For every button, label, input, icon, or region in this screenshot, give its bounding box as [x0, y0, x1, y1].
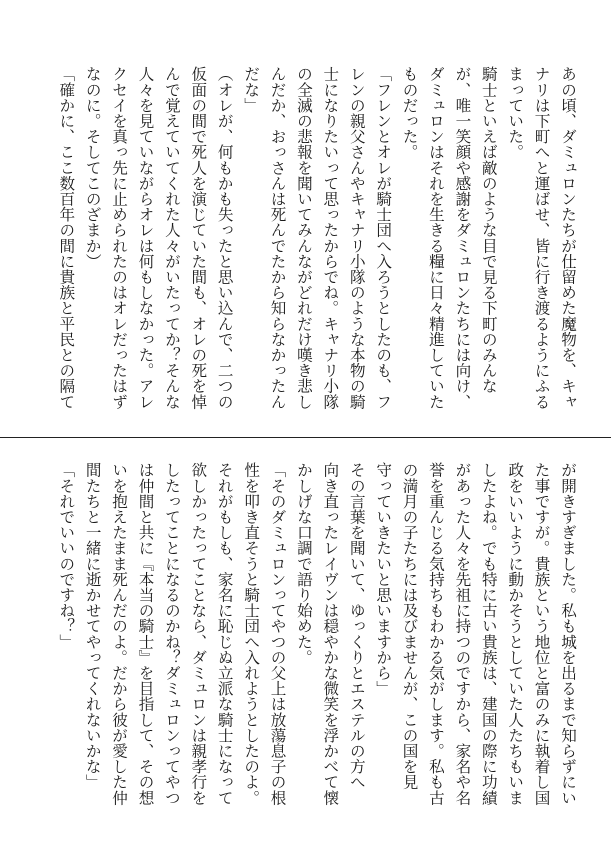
text-line: 守っていきたいと思いますから」	[374, 462, 393, 696]
text-line: ナリは下町へと運ばせ、皆に行き渡るようにふる	[532, 66, 551, 410]
text-line: かしげな口調で語り始めた。	[294, 462, 313, 665]
text-line: その言葉を聞いて、ゆっくりとエステルの方へ	[347, 462, 366, 790]
section-divider	[0, 437, 611, 438]
text-line: 欲しかったってことなら、ダミュロンは親孝行を	[189, 462, 208, 806]
text-line: が開きすぎました。私も城を出るまで知らずにい	[559, 462, 577, 806]
text-line: の全滅の悲報を聞いてみんながどれだけ嘆き悲し	[294, 66, 313, 410]
text-line: 性を叩き直そうと騎士団へ入れようとしたのよ。	[242, 462, 261, 806]
text-line: 「フレンとオレが騎士団へ入ろうとしたのも、フ	[374, 66, 393, 410]
text-line: は仲間と共に『本当の騎士』を目指して、その想	[136, 462, 155, 806]
text-line: ダミュロンはそれを生きる糧に日々精進していた	[426, 66, 445, 410]
text-line: 仮面の間で死人を演じていた間も、オレの死を悼	[189, 66, 208, 410]
text-line: 「それでいいのですね？」	[57, 462, 76, 650]
text-line: したってことになるのかね？ダミュロンってやつ	[162, 462, 181, 806]
text-line: まっていた。	[506, 66, 525, 160]
text-line: したよね。でも特に古い貴族は、建国の際に功績	[479, 462, 498, 806]
text-line: 政をいいように動かそうとしていた人たちもいま	[506, 462, 525, 806]
text-line: クセイを真っ先に止められたのはオレだったはず	[110, 66, 129, 410]
bottom-text-section	[53, 462, 581, 814]
text-line: 騎士といえば敵のような目で見る下町のみんな	[479, 66, 498, 394]
text-line: 間たちと一緒に逝かせてやってくれないかな」	[83, 462, 102, 790]
text-line: ものだった。	[400, 66, 419, 160]
text-line: レンの親父さんやキャナリ小隊のような本物の騎	[347, 66, 366, 410]
text-line: 向き直ったレイヴンは穏やかな微笑を浮かべて懐	[321, 462, 340, 806]
text-line: た事ですが。貴族という地位と富のみに執着し国	[532, 462, 551, 806]
text-line: 「確かに、ここ数百年の間に貴族と平民との隔て	[57, 66, 76, 410]
text-line: それがもしも、家名に恥じぬ立派な騎士になって	[215, 462, 234, 806]
text-line: の満月の子たちには及びませんが、この国を見	[400, 462, 419, 790]
text-line: （オレが、何もかも失ったと思い込んで、二つの	[215, 66, 234, 410]
text-line: んで覚えていてくれた人々がいたってか？そんな	[162, 66, 181, 410]
text-line: 誉を重んじる気持ちもわかる気がします。私も古	[426, 462, 445, 806]
text-line: 「そのダミュロンってやつの父上は放蕩息子の根	[268, 462, 287, 806]
text-line: だな」	[242, 66, 261, 113]
top-text-section	[53, 66, 581, 418]
text-line: が、唯一笑顔や感謝をダミュロンたちには向け、	[453, 66, 472, 410]
text-line: あの頃、ダミュロンたちが仕留めた魔物を、キャ	[559, 66, 577, 410]
text-line: 士になりたいって思ったからでね。キャナリ小隊	[321, 66, 340, 410]
text-line: なのに。そしてこのざまか）	[83, 66, 102, 269]
text-line: があった人々を先祖に持つのですから、家名や名	[453, 462, 472, 806]
text-line: いを抱えたまま死んだのよ。だから彼が愛した仲	[110, 462, 129, 806]
text-line: 人々を見ていながらオレは何もしなかった。アレ	[136, 66, 155, 410]
text-line: んだか、おっさんは死んでたから知らなかったん	[268, 66, 287, 410]
